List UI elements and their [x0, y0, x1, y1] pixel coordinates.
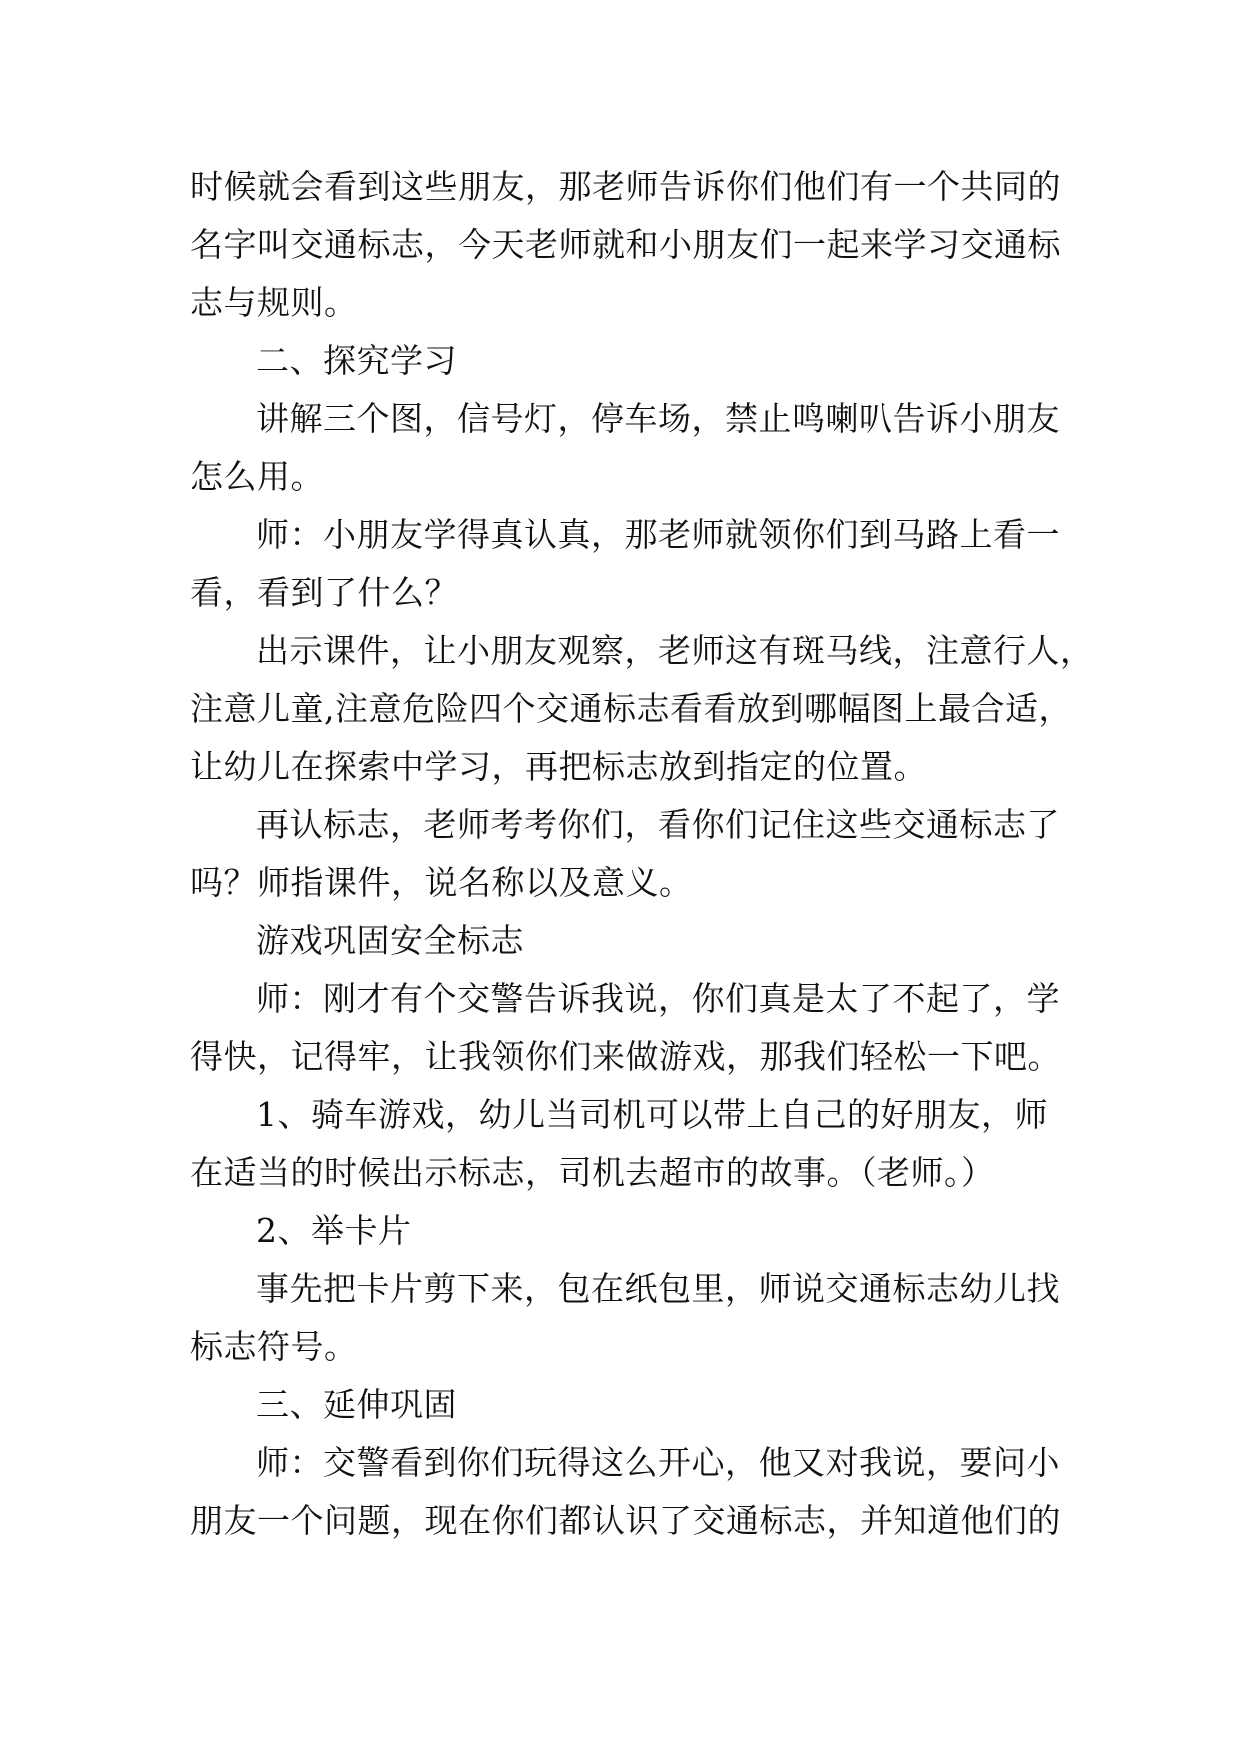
text-line: 1、骑车游戏，幼儿当司机可以带上自己的好朋友，师 [256, 1095, 1048, 1134]
subsection-heading: 游戏巩固安全标志 [256, 921, 524, 960]
text-line: 师：小朋友学得真认真，那老师就领你们到马路上看一 [256, 515, 1060, 554]
section-heading: 二、探究学习 [256, 341, 457, 380]
text-line: 怎么用。 [190, 457, 324, 496]
text-line: 师：交警看到你们玩得这么开心，他又对我说，要问小 [256, 1443, 1060, 1482]
text-line: 再认标志，老师考考你们，看你们记住这些交通标志了 [256, 805, 1060, 844]
text-line: 讲解三个图，信号灯，停车场，禁止鸣喇叭告诉小朋友 [256, 399, 1060, 438]
text-line: 名字叫交通标志，今天老师就和小朋友们一起来学习交通标 [190, 225, 1061, 264]
text-line: 标志符号。 [190, 1327, 358, 1366]
text-line: 时候就会看到这些朋友，那老师告诉你们他们有一个共同的 [190, 167, 1061, 206]
text-line: 朋友一个问题，现在你们都认识了交通标志，并知道他们的 [190, 1501, 1061, 1540]
text-line: 得快，记得牢，让我领你们来做游戏，那我们轻松一下吧。 [190, 1037, 1061, 1076]
subsection-heading: 2、举卡片 [256, 1211, 412, 1250]
text-line: 注意儿童,注意危险四个交通标志看看放到哪幅图上最合适， [190, 689, 1072, 728]
section-heading: 三、延伸巩固 [256, 1385, 457, 1424]
text-line: 师：刚才有个交警告诉我说，你们真是太了不起了，学 [256, 979, 1060, 1018]
text-line: 吗？师指课件，说名称以及意义。 [190, 863, 693, 902]
document-body [190, 158, 1094, 1550]
text-line: 出示课件，让小朋友观察，老师这有斑马线，注意行人， [256, 631, 1094, 670]
text-line: 在适当的时候出示标志，司机去超市的故事。（老师。） [190, 1153, 995, 1192]
text-line: 事先把卡片剪下来，包在纸包里，师说交通标志幼儿找 [256, 1269, 1060, 1308]
text-line: 志与规则。 [190, 283, 358, 322]
text-line: 让幼儿在探索中学习，再把标志放到指定的位置。 [190, 747, 927, 786]
text-line: 看，看到了什么？ [190, 573, 458, 612]
